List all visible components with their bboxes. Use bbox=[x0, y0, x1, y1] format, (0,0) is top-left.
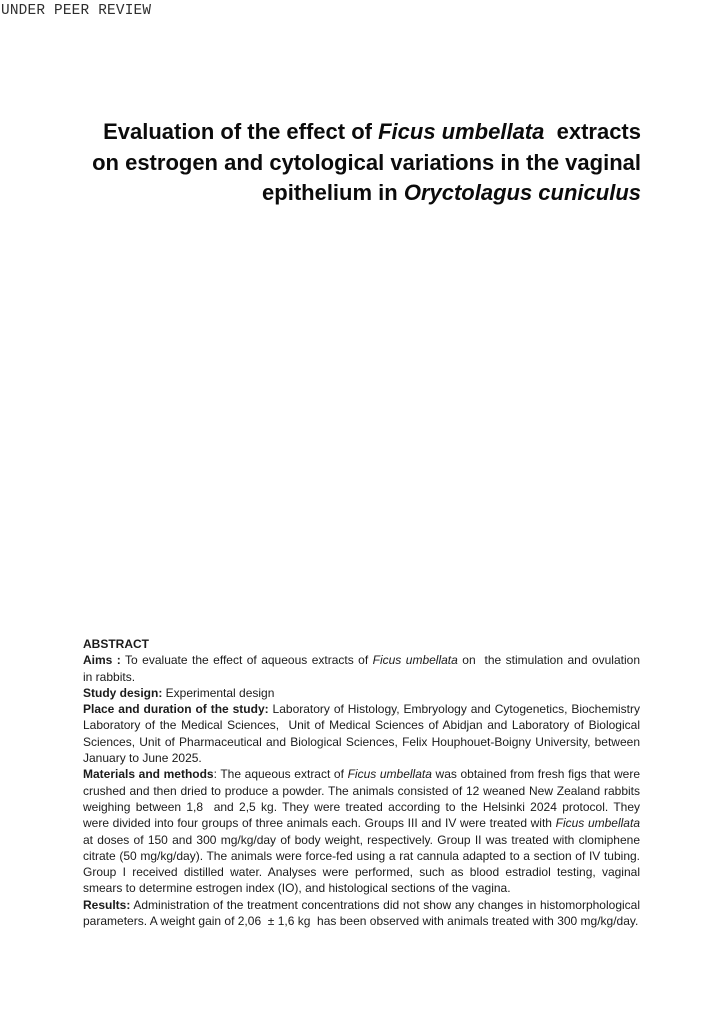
text-segment: Place and duration of the study: bbox=[83, 702, 269, 717]
text-segment: Ficus umbellata bbox=[347, 767, 432, 782]
abstract-text-line bbox=[83, 815, 640, 831]
text-segment: crushed and then dried to produce a powder. The animals consisted of 12 weaned New Zealand rabbits bbox=[83, 783, 640, 798]
abstract-text-line bbox=[83, 766, 640, 782]
abstract-text-line bbox=[83, 913, 640, 929]
text-segment: weighing between 1,8 and 2,5 kg. They were treated according to the Helsinki 2024 protocol. They bbox=[83, 799, 640, 814]
text-segment: Aims : bbox=[83, 653, 121, 668]
title-line bbox=[85, 178, 641, 209]
text-segment: parameters. A weight gain of 2,06 ± 1,6 kg has been observed with animals treated with 300 mg/kg/day. bbox=[83, 914, 639, 929]
abstract-text-line bbox=[83, 652, 640, 668]
text-segment: Results: bbox=[83, 897, 131, 912]
paper-title bbox=[85, 117, 641, 209]
abstract-text-line bbox=[83, 897, 640, 913]
text-segment: Study design: bbox=[83, 685, 163, 700]
abstract-text-line bbox=[83, 783, 640, 799]
abstract-text-line bbox=[83, 750, 640, 766]
text-segment: at doses of 150 and 300 mg/kg/day of body weight, respectively. Group II was treated with clomiphene bbox=[83, 832, 640, 847]
text-segment: on the stimulation and ovulation bbox=[457, 653, 640, 668]
text-segment: Administration of the treatment concentrations did not show any changes in histomorphological bbox=[130, 897, 640, 912]
text-segment: were divided into four groups of three animals each. Groups III and IV were treated with bbox=[83, 816, 556, 831]
abstract-text-line bbox=[83, 685, 640, 701]
abstract-text-line bbox=[83, 848, 640, 864]
abstract-text-line bbox=[83, 832, 640, 848]
text-segment: in rabbits. bbox=[83, 669, 136, 684]
text-segment: January to June 2025. bbox=[83, 751, 202, 766]
text-segment: Evaluation of the effect of bbox=[103, 119, 379, 144]
peer-review-watermark: UNDER PEER REVIEW bbox=[1, 3, 152, 19]
text-segment: citrate (50 mg/kg/day). The animals were force-fed using a rat cannula adapted to a section of IV tubing. bbox=[83, 848, 640, 863]
title-line bbox=[85, 117, 641, 148]
abstract-text-line bbox=[83, 701, 640, 717]
text-segment: Oryctolagus cuniculus bbox=[403, 180, 641, 205]
abstract-heading bbox=[83, 636, 640, 652]
text-segment: Experimental design bbox=[162, 685, 275, 700]
text-segment: Laboratory of Histology, Embryology and Cytogenetics, Biochemistry bbox=[268, 702, 641, 717]
text-segment: epithelium in bbox=[262, 180, 404, 205]
text-segment: was obtained from fresh figs that were bbox=[431, 767, 641, 782]
abstract-text-line bbox=[83, 669, 640, 685]
text-segment: Ficus umbellata bbox=[555, 816, 640, 831]
text-segment: Ficus umbellata bbox=[378, 119, 545, 144]
abstract-text-line bbox=[83, 880, 640, 896]
text-segment: Ficus umbellata bbox=[372, 653, 458, 668]
text-segment: extracts bbox=[544, 119, 641, 144]
abstract-section bbox=[83, 636, 640, 929]
text-segment: Group I received distilled water. Analyses were performed, such as blood estradiol testing, vaginal bbox=[83, 865, 640, 880]
abstract-text-line bbox=[83, 717, 640, 733]
text-segment: Materials and methods bbox=[83, 767, 214, 782]
text-segment: ABSTRACT bbox=[83, 637, 149, 651]
text-segment: : The aqueous extract of bbox=[213, 767, 348, 782]
text-segment: To evaluate the effect of aqueous extracts of bbox=[120, 653, 373, 668]
text-segment: Sciences, Unit of Pharmaceutical and Biological Sciences, Felix Houphouet-Boigny University, between bbox=[83, 734, 640, 749]
title-line bbox=[85, 148, 641, 179]
abstract-text-line bbox=[83, 734, 640, 750]
abstract-text-line bbox=[83, 864, 640, 880]
text-segment: smears to determine estrogen index (IO), and histological sections of the vagina. bbox=[83, 881, 511, 896]
text-segment: on estrogen and cytological variations in the vaginal bbox=[92, 149, 641, 175]
abstract-text-line bbox=[83, 799, 640, 815]
text-segment: Laboratory of the Medical Sciences, Unit of Medical Sciences of Abidjan and Laboratory of Biological bbox=[83, 718, 640, 733]
